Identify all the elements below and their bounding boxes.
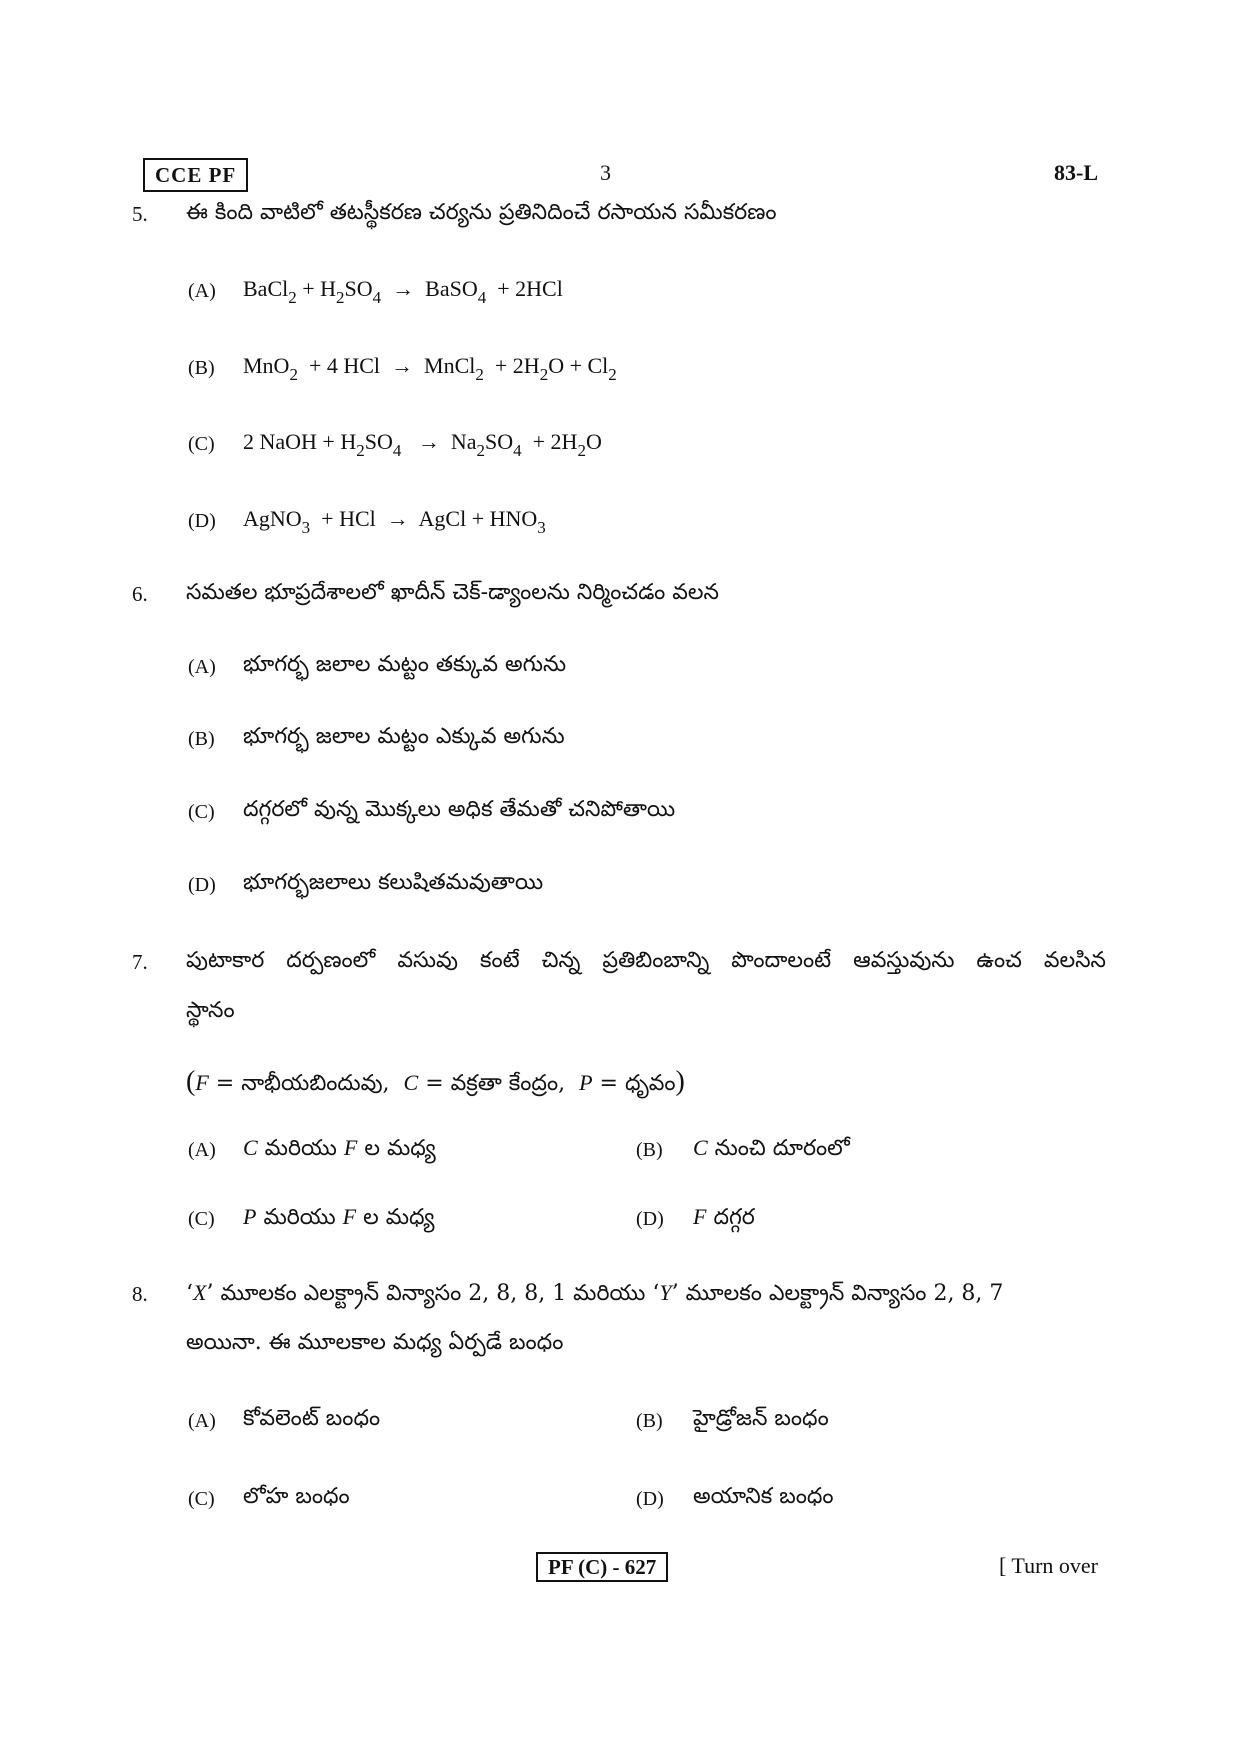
q8-option-d-label: (D) <box>636 1488 664 1510</box>
question-text-7-line1: పుటాకార దర్పణంలో వసువు కంటే చిన్న ప్రతిబింబాన్ని పొందాలంటే ఆవస్తువును ఉంచ వలసిన <box>186 948 1106 973</box>
q8-option-a-text[interactable]: కోవలెంట్ బంధం <box>243 1406 381 1431</box>
q5-option-a-label: (A) <box>188 280 216 302</box>
q7-option-b-text[interactable]: C నుంచి దూరంలో <box>693 1135 850 1161</box>
q7-option-d-label: (D) <box>636 1208 664 1230</box>
q6-option-d-label: (D) <box>188 874 216 896</box>
paper-code-box: CCE PF <box>143 158 248 192</box>
q7-option-b-label: (B) <box>636 1139 663 1161</box>
q7-option-a-label: (A) <box>188 1139 216 1161</box>
turn-over-note: [ Turn over <box>998 1553 1098 1578</box>
question-number-8: 8. <box>132 1282 148 1306</box>
q6-option-d-text[interactable]: భూగర్భజలాలు కలుషితమవుతాయి <box>243 870 544 895</box>
question-text-8-line2: అయినా. ఈ మూలకాల మధ్య ఏర్పడే బంధం <box>186 1330 564 1355</box>
q8-option-b-label: (B) <box>636 1410 663 1432</box>
q6-option-a-text[interactable]: భూగర్భ జలాల మట్టం తక్కువ అగును <box>243 652 567 677</box>
q5-option-b-equation[interactable]: MnO$_2$ + 4 HCl → MnCl$_2$ + $2H_2O + Cl_2$ <box>243 353 617 384</box>
q7-symbol-legend: (F = నాభీయబిందువు, C = వక్రతా కేంద్రం, P = ధృవం) <box>186 1066 685 1097</box>
question-number-7: 7. <box>132 950 148 974</box>
q6-option-c-text[interactable]: దగ్గరలో వున్న మొక్కలు అధిక తేమతో చనిపోతాయి <box>243 797 676 822</box>
q6-option-c-label: (C) <box>188 801 215 823</box>
q7-option-c-label: (C) <box>188 1208 215 1230</box>
q5-option-d-label: (D) <box>188 510 216 532</box>
q5-option-c-label: (C) <box>188 433 215 455</box>
q7-option-a-text[interactable]: C మరియు F ల మధ్య <box>243 1135 436 1161</box>
q5-option-d-equation[interactable]: AgNO$_3$ + HCl → AgCl + $HNO_3$ <box>243 506 546 537</box>
series-code-box: PF (C) - 627 <box>536 1552 668 1582</box>
question-text-5: ఈ కింది వాటిలో తటస్థీకరణ చర్యను ప్రతినిదించే రసాయన సమీకరణం <box>186 200 777 225</box>
q6-option-a-label: (A) <box>188 656 216 678</box>
q6-option-b-text[interactable]: భూగర్భ జలాల మట్టం ఎక్కువ అగును <box>243 724 565 749</box>
q8-option-c-text[interactable]: లోహ బంధం <box>243 1484 350 1509</box>
page-number: 3 <box>600 160 611 185</box>
question-text-7-line2: స్థానం <box>186 998 235 1023</box>
question-number-6: 6. <box>132 582 148 606</box>
question-text-6: సమతల భూప్రదేశాలలో ఖాదీన్ చెక్-డ్యాంలను నిర్మించడం వలన <box>186 580 719 605</box>
q7-option-c-text[interactable]: P మరియు F ల మధ్య <box>243 1204 435 1230</box>
question-text-8-line1: ‘X’ మూలకం ఎలక్ట్రాన్ విన్యాసం 2, 8, 8, 1 మరియు ‘Y’ మూలకం ఎలక్ట్రాన్ విన్యాసం 2, 8, 7 <box>186 1280 1004 1306</box>
q8-option-c-label: (C) <box>188 1488 215 1510</box>
q7-option-d-text[interactable]: F దగ్గర <box>693 1204 755 1230</box>
q8-option-a-label: (A) <box>188 1410 216 1432</box>
question-number-5: 5. <box>132 202 148 226</box>
q6-option-b-label: (B) <box>188 728 215 750</box>
q8-option-b-text[interactable]: హైడ్రోజన్ బంధం <box>693 1406 829 1431</box>
q8-option-d-text[interactable]: అయానిక బంధం <box>693 1484 834 1509</box>
q5-option-a-equation[interactable]: BaCl$_2$ + $H_2SO_4$ → BaSO$_4$ + 2HCl <box>243 276 563 307</box>
q5-option-b-label: (B) <box>188 357 215 379</box>
booklet-code: 83-L <box>1054 160 1098 185</box>
q5-option-c-equation[interactable]: 2 NaOH + $H_2SO_4 \to Na_2SO_4 + 2H_2O$ <box>243 429 602 460</box>
